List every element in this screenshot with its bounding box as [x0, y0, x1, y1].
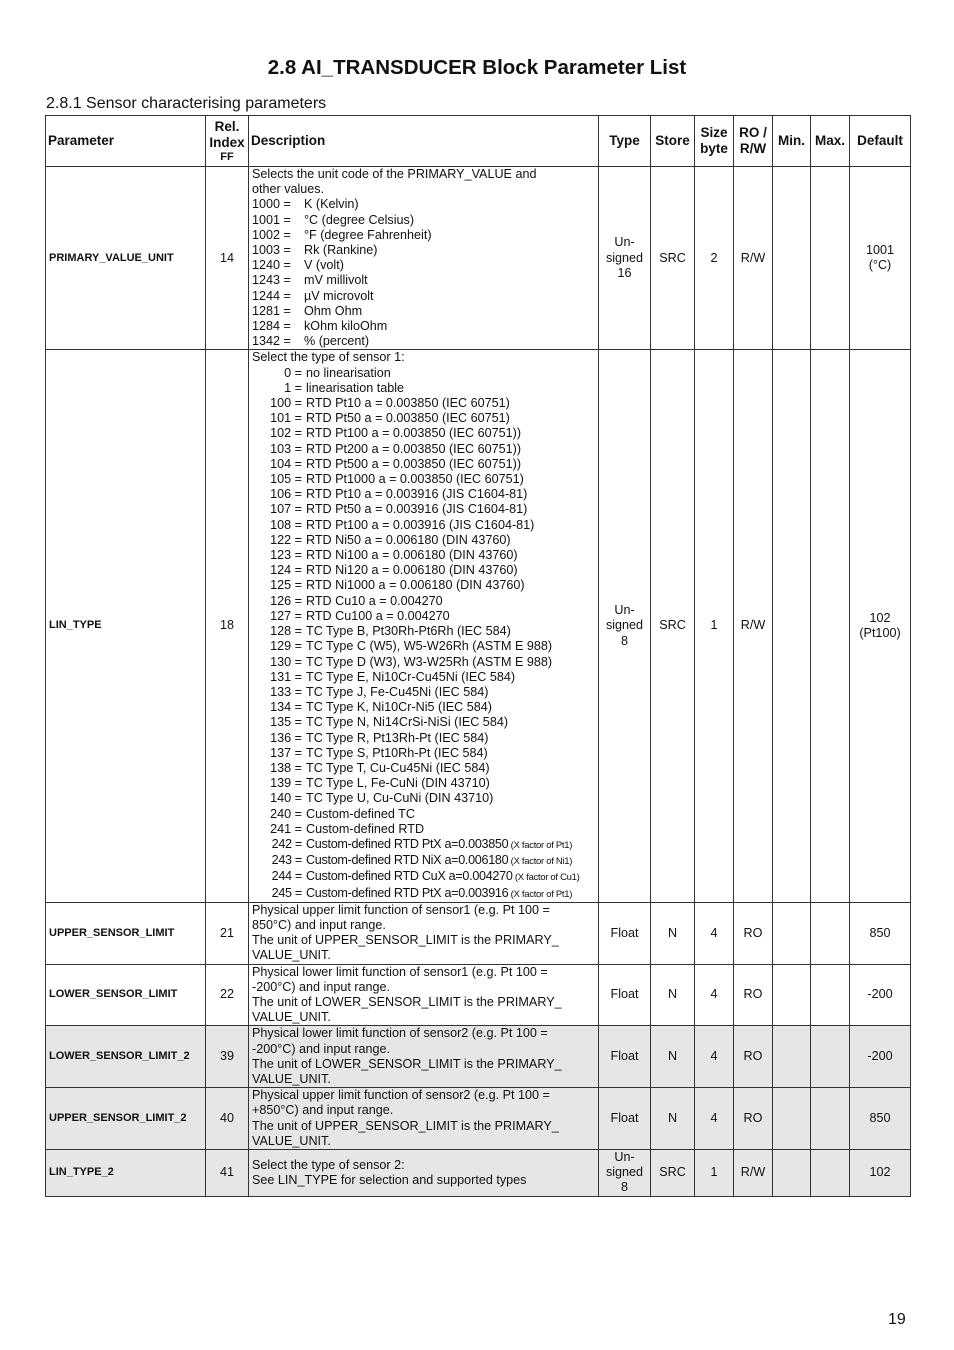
param-min: [773, 1026, 811, 1088]
param-store: N: [651, 1026, 695, 1088]
param-size: 1: [695, 350, 734, 902]
param-max: [811, 167, 850, 350]
code-label: RTD Pt1000 a = 0.003850 (IEC 60751): [306, 472, 524, 487]
param-index: 22: [206, 964, 249, 1026]
code-list-item: [252, 502, 596, 517]
param-default: -200: [850, 1026, 911, 1088]
code-label: °C (degree Celsius): [304, 212, 415, 227]
desc-line: The unit of LOWER_SENSOR_LIMIT is the PRIMARY_: [252, 994, 562, 1009]
desc-line: VALUE_UNIT.: [252, 1133, 331, 1148]
code-list-item: [252, 578, 596, 593]
code-value: 104 =: [270, 456, 302, 471]
param-store: SRC: [651, 1150, 695, 1197]
desc-line: VALUE_UNIT.: [252, 1010, 331, 1025]
header-index: Index: [209, 134, 245, 150]
code-value: 128 =: [270, 624, 302, 639]
code-value: 242 =: [271, 836, 302, 851]
default-line: (°C): [868, 258, 892, 273]
code-label: Custom-defined TC: [306, 806, 415, 821]
code-list-item: [252, 457, 596, 472]
page-number: 19: [888, 1311, 906, 1328]
param-max: [811, 350, 850, 902]
param-default: 850: [850, 902, 911, 964]
desc-line: Physical upper limit function of sensor1 (e.g. Pt 100 =: [252, 902, 550, 917]
code-value: 1342 =: [252, 334, 291, 349]
param-default: 850: [850, 1088, 911, 1150]
param-store: N: [651, 964, 695, 1026]
param-index: 21: [206, 902, 249, 964]
code-list-item: [252, 442, 596, 457]
param-min: [773, 964, 811, 1026]
code-list-item: [252, 609, 596, 624]
code-label: TC Type U, Cu-CuNi (DIN 43710): [306, 791, 494, 806]
code-value: 240 =: [270, 806, 302, 821]
param-min: [773, 902, 811, 964]
param-min: [773, 350, 811, 902]
table-header-row: [46, 116, 911, 167]
param-access: R/W: [734, 350, 773, 902]
code-list-item: [252, 533, 596, 548]
desc-line: VALUE_UNIT.: [252, 948, 331, 963]
header-description: Description: [249, 116, 599, 167]
code-label: TC Type S, Pt10Rh-Pt (IEC 584): [306, 745, 488, 760]
code-list-item: [252, 776, 596, 791]
param-name: LIN_TYPE: [46, 350, 206, 902]
table-row-shaded: [46, 1026, 911, 1088]
param-min: [773, 167, 811, 350]
type-line: 8: [620, 633, 628, 648]
code-value: 1281 =: [252, 303, 291, 318]
code-value: 106 =: [270, 487, 302, 502]
header-max: Max.: [811, 116, 850, 167]
code-list-item: [252, 258, 596, 273]
param-size: 2: [695, 167, 734, 350]
code-value: 137 =: [270, 745, 302, 760]
param-type: Float: [599, 964, 651, 1026]
table-row: [46, 964, 911, 1026]
code-note: (X factor of Ni1): [508, 856, 573, 868]
code-value: 122 =: [270, 532, 302, 547]
desc-line: The unit of LOWER_SENSOR_LIMIT is the PRIMARY_: [252, 1056, 562, 1071]
param-size: 4: [695, 902, 734, 964]
type-line: Un-: [614, 235, 635, 250]
table-row: [46, 350, 911, 902]
header-rel: Rel.: [214, 118, 240, 134]
param-description: [249, 1026, 599, 1088]
param-description: [249, 964, 599, 1026]
code-list-item: [252, 624, 596, 639]
type-line: Un-: [614, 603, 635, 618]
desc-line: Physical lower limit function of sensor1 (e.g. Pt 100 =: [252, 964, 548, 979]
code-value: 1003 =: [252, 243, 291, 258]
code-label: TC Type J, Fe-Cu45Ni (IEC 584): [306, 684, 489, 699]
code-label: µV microvolt: [304, 288, 374, 303]
param-size: 4: [695, 964, 734, 1026]
param-description: [249, 1088, 599, 1150]
code-value: 138 =: [270, 760, 302, 775]
code-list-item: [252, 396, 596, 411]
code-label: TC Type C (W5), W5-W26Rh (ASTM E 988): [306, 639, 553, 654]
code-value: 135 =: [270, 715, 302, 730]
code-label: TC Type E, Ni10Cr-Cu45Ni (IEC 584): [306, 669, 516, 684]
code-value: 241 =: [270, 821, 302, 836]
header-default: Default: [850, 116, 911, 167]
param-size: 4: [695, 1026, 734, 1088]
code-list-item: [252, 563, 596, 578]
param-access: RO: [734, 964, 773, 1026]
code-value: 131 =: [270, 669, 302, 684]
param-size: 4: [695, 1088, 734, 1150]
code-label: RTD Pt10 a = 0.003916 (JIS C1604-81): [306, 487, 528, 502]
param-access: RO: [734, 902, 773, 964]
code-note: (X factor of Pt1): [508, 888, 573, 900]
param-index: 39: [206, 1026, 249, 1088]
code-list-item: [252, 869, 596, 885]
table-row: [46, 902, 911, 964]
param-name: PRIMARY_VALUE_UNIT: [46, 167, 206, 350]
param-type: Float: [599, 1026, 651, 1088]
desc-line: The unit of UPPER_SENSOR_LIMIT is the PRIMARY_: [252, 1118, 559, 1133]
code-list-item: [252, 197, 596, 212]
code-list-item: [252, 746, 596, 761]
code-label: Custom-defined RTD PtX a=0.003850: [306, 836, 509, 851]
header-ff: FF: [220, 150, 234, 163]
code-value: 1243 =: [252, 273, 291, 288]
code-label: Custom-defined RTD CuX a=0.004270: [306, 869, 513, 884]
code-value: 133 =: [270, 684, 302, 699]
code-value: 127 =: [270, 608, 302, 623]
code-list-item: [252, 381, 596, 396]
header-store: Store: [651, 116, 695, 167]
code-list-item: [252, 685, 596, 700]
code-label: TC Type L, Fe-CuNi (DIN 43710): [306, 776, 490, 791]
code-label: mV millivolt: [304, 273, 368, 288]
desc-line: VALUE_UNIT.: [252, 1071, 331, 1086]
code-list-item: [252, 487, 596, 502]
param-store: N: [651, 1088, 695, 1150]
type-line: 16: [617, 265, 632, 280]
code-list-item: [252, 715, 596, 730]
code-label: TC Type D (W3), W3-W25Rh (ASTM E 988): [306, 654, 553, 669]
code-label: kOhm kiloOhm: [304, 319, 388, 334]
header-access-1: RO /: [739, 125, 767, 140]
param-index: 18: [206, 350, 249, 902]
param-access: RO: [734, 1026, 773, 1088]
code-value: 105 =: [270, 472, 302, 487]
code-value: 101 =: [270, 411, 302, 426]
desc-line: Physical lower limit function of sensor2 (e.g. Pt 100 =: [252, 1026, 548, 1041]
code-label: RTD Ni120 a = 0.006180 (DIN 43760): [306, 563, 518, 578]
header-rel-index: [206, 116, 249, 167]
code-list-item: [252, 289, 596, 304]
section-heading: 2.8.1 Sensor characterising parameters: [46, 95, 327, 112]
code-value: 125 =: [270, 578, 302, 593]
type-line: signed: [605, 1165, 644, 1180]
code-list-item: [252, 472, 596, 487]
param-name: LIN_TYPE_2: [46, 1150, 206, 1197]
param-default: -200: [850, 964, 911, 1026]
param-default: 102: [850, 1150, 911, 1197]
code-value: 244 =: [271, 869, 302, 884]
code-list-item: [252, 837, 596, 853]
code-list-item: [252, 822, 596, 837]
param-min: [773, 1088, 811, 1150]
desc-line: -200°C) and input range.: [252, 979, 391, 994]
param-type: Float: [599, 1088, 651, 1150]
code-label: TC Type R, Pt13Rh-Pt (IEC 584): [306, 730, 489, 745]
code-label: Custom-defined RTD PtX a=0.003916: [306, 885, 509, 900]
code-list-item: [252, 886, 596, 902]
table-row: [46, 167, 911, 350]
code-label: TC Type K, Ni10Cr-Ni5 (IEC 584): [306, 700, 492, 715]
default-line: (Pt100): [859, 626, 901, 641]
code-value: 1240 =: [252, 258, 291, 273]
code-list-item: [252, 304, 596, 319]
code-label: TC Type N, Ni14CrSi-NiSi (IEC 584): [306, 715, 509, 730]
code-value: 1244 =: [252, 288, 291, 303]
param-access: R/W: [734, 1150, 773, 1197]
code-list-item: [252, 639, 596, 654]
table-row-shaded: [46, 1150, 911, 1197]
code-label: RTD Pt50 a = 0.003850 (IEC 60751): [306, 411, 510, 426]
param-type: [599, 1150, 651, 1197]
code-label: K (Kelvin): [304, 197, 359, 212]
code-value: 139 =: [270, 776, 302, 791]
code-list-item: [252, 243, 596, 258]
code-value: 123 =: [270, 548, 302, 563]
desc-line: The unit of UPPER_SENSOR_LIMIT is the PRIMARY_: [252, 933, 559, 948]
code-label: V (volt): [304, 258, 344, 273]
type-line: 8: [620, 1180, 628, 1195]
param-name: LOWER_SENSOR_LIMIT: [46, 964, 206, 1026]
code-list-item: [252, 655, 596, 670]
code-list-item: [252, 228, 596, 243]
default-line: 1001: [865, 243, 895, 258]
desc-line: -200°C) and input range.: [252, 1041, 391, 1056]
code-list-item: [252, 548, 596, 563]
desc-line: Select the type of sensor 1:: [252, 350, 405, 365]
code-label: RTD Ni50 a = 0.006180 (DIN 43760): [306, 532, 511, 547]
code-label: RTD Pt10 a = 0.003850 (IEC 60751): [306, 396, 510, 411]
param-type: Float: [599, 902, 651, 964]
code-label: % (percent): [304, 334, 370, 349]
code-list-item: [252, 366, 596, 381]
code-label: RTD Pt200 a = 0.003850 (IEC 60751)): [306, 441, 522, 456]
code-value: 1001 =: [252, 212, 291, 227]
code-list-item: [252, 853, 596, 869]
code-value: 1 =: [284, 380, 302, 395]
header-access-2: R/W: [739, 141, 767, 156]
header-size: [695, 116, 734, 167]
code-list-item: [252, 761, 596, 776]
type-line: signed: [605, 250, 644, 265]
param-max: [811, 964, 850, 1026]
code-value: 140 =: [270, 791, 302, 806]
code-value: 134 =: [270, 700, 302, 715]
code-list-item: [252, 807, 596, 822]
page-title: 2.8 AI_TRANSDUCER Block Parameter List: [267, 56, 687, 79]
param-description: [249, 1150, 599, 1197]
type-line: Un-: [614, 1150, 635, 1164]
desc-line: 850°C) and input range.: [252, 917, 386, 932]
code-label: Rk (Rankine): [304, 243, 378, 258]
code-label: TC Type T, Cu-Cu45Ni (IEC 584): [306, 760, 490, 775]
code-value: 129 =: [270, 639, 302, 654]
param-min: [773, 1150, 811, 1197]
code-label: Ohm Ohm: [304, 303, 363, 318]
header-type: Type: [599, 116, 651, 167]
param-store: N: [651, 902, 695, 964]
param-name: UPPER_SENSOR_LIMIT_2: [46, 1088, 206, 1150]
code-list-item: [252, 213, 596, 228]
code-label: TC Type B, Pt30Rh-Pt6Rh (IEC 584): [306, 624, 511, 639]
param-access: R/W: [734, 167, 773, 350]
param-access: RO: [734, 1088, 773, 1150]
code-value: 108 =: [270, 517, 302, 532]
code-list-item: [252, 334, 596, 349]
param-store: SRC: [651, 350, 695, 902]
param-index: 40: [206, 1088, 249, 1150]
param-description: [249, 350, 599, 902]
code-value: 245 =: [271, 885, 302, 900]
sensor-type-list: [252, 366, 596, 902]
code-label: Custom-defined RTD NiX a=0.006180: [306, 853, 509, 868]
desc-line: Select the type of sensor 2:: [252, 1157, 405, 1172]
code-list-item: [252, 791, 596, 806]
param-max: [811, 1026, 850, 1088]
code-note: (X factor of Cu1): [512, 872, 580, 884]
code-label: °F (degree Fahrenheit): [304, 227, 432, 242]
param-max: [811, 902, 850, 964]
table-row-shaded: [46, 1088, 911, 1150]
param-name: LOWER_SENSOR_LIMIT_2: [46, 1026, 206, 1088]
code-label: RTD Ni1000 a = 0.006180 (DIN 43760): [306, 578, 525, 593]
code-list-item: [252, 273, 596, 288]
code-value: 107 =: [270, 502, 302, 517]
desc-line: See LIN_TYPE for selection and supported types: [252, 1172, 527, 1187]
code-label: RTD Cu10 a = 0.004270: [306, 593, 443, 608]
code-value: 136 =: [270, 730, 302, 745]
code-value: 1002 =: [252, 227, 291, 242]
param-description: [249, 902, 599, 964]
code-list-item: [252, 594, 596, 609]
code-value: 100 =: [270, 396, 302, 411]
code-value: 130 =: [270, 654, 302, 669]
code-list-item: [252, 700, 596, 715]
code-value: 1284 =: [252, 319, 291, 334]
param-index: 14: [206, 167, 249, 350]
desc-line: other values.: [252, 182, 325, 197]
param-type: [599, 350, 651, 902]
code-value: 243 =: [271, 853, 302, 868]
code-label: RTD Pt100 a = 0.003850 (IEC 60751)): [306, 426, 522, 441]
code-value: 0 =: [284, 365, 302, 380]
parameter-table: [45, 115, 911, 1197]
param-size: 1: [695, 1150, 734, 1197]
code-value: 103 =: [270, 441, 302, 456]
code-value: 126 =: [270, 593, 302, 608]
param-default: [850, 350, 911, 902]
header-min: Min.: [773, 116, 811, 167]
code-value: 1000 =: [252, 197, 291, 212]
code-label: RTD Ni100 a = 0.006180 (DIN 43760): [306, 548, 518, 563]
code-list-item: [252, 411, 596, 426]
code-label: RTD Pt50 a = 0.003916 (JIS C1604-81): [306, 502, 528, 517]
param-max: [811, 1150, 850, 1197]
code-note: (X factor of Pt1): [508, 839, 573, 851]
code-list-item: [252, 319, 596, 334]
type-line: signed: [605, 618, 644, 633]
code-list-item: [252, 670, 596, 685]
code-label: RTD Cu100 a = 0.004270: [306, 608, 450, 623]
code-list-item: [252, 518, 596, 533]
param-default: [850, 167, 911, 350]
desc-line: Selects the unit code of the PRIMARY_VALUE and: [252, 167, 537, 181]
param-index: 41: [206, 1150, 249, 1197]
code-label: Custom-defined RTD: [306, 821, 425, 836]
param-type: [599, 167, 651, 350]
header-access: [734, 116, 773, 167]
param-store: SRC: [651, 167, 695, 350]
header-size-1: Size: [700, 125, 728, 140]
desc-line: Physical upper limit function of sensor2 (e.g. Pt 100 =: [252, 1088, 550, 1103]
header-parameter: Parameter: [46, 116, 206, 167]
param-description: [249, 167, 599, 350]
code-label: linearisation table: [306, 380, 405, 395]
code-label: RTD Pt100 a = 0.003916 (JIS C1604-81): [306, 517, 535, 532]
code-list-item: [252, 426, 596, 441]
header-size-2: byte: [700, 141, 728, 156]
param-max: [811, 1088, 850, 1150]
code-label: no linearisation: [306, 365, 391, 380]
code-list-item: [252, 731, 596, 746]
desc-line: +850°C) and input range.: [252, 1103, 394, 1118]
default-line: 102: [869, 610, 891, 625]
code-value: 102 =: [270, 426, 302, 441]
code-label: RTD Pt500 a = 0.003850 (IEC 60751)): [306, 456, 522, 471]
param-name: UPPER_SENSOR_LIMIT: [46, 902, 206, 964]
code-value: 124 =: [270, 563, 302, 578]
unit-code-list: [252, 197, 596, 349]
